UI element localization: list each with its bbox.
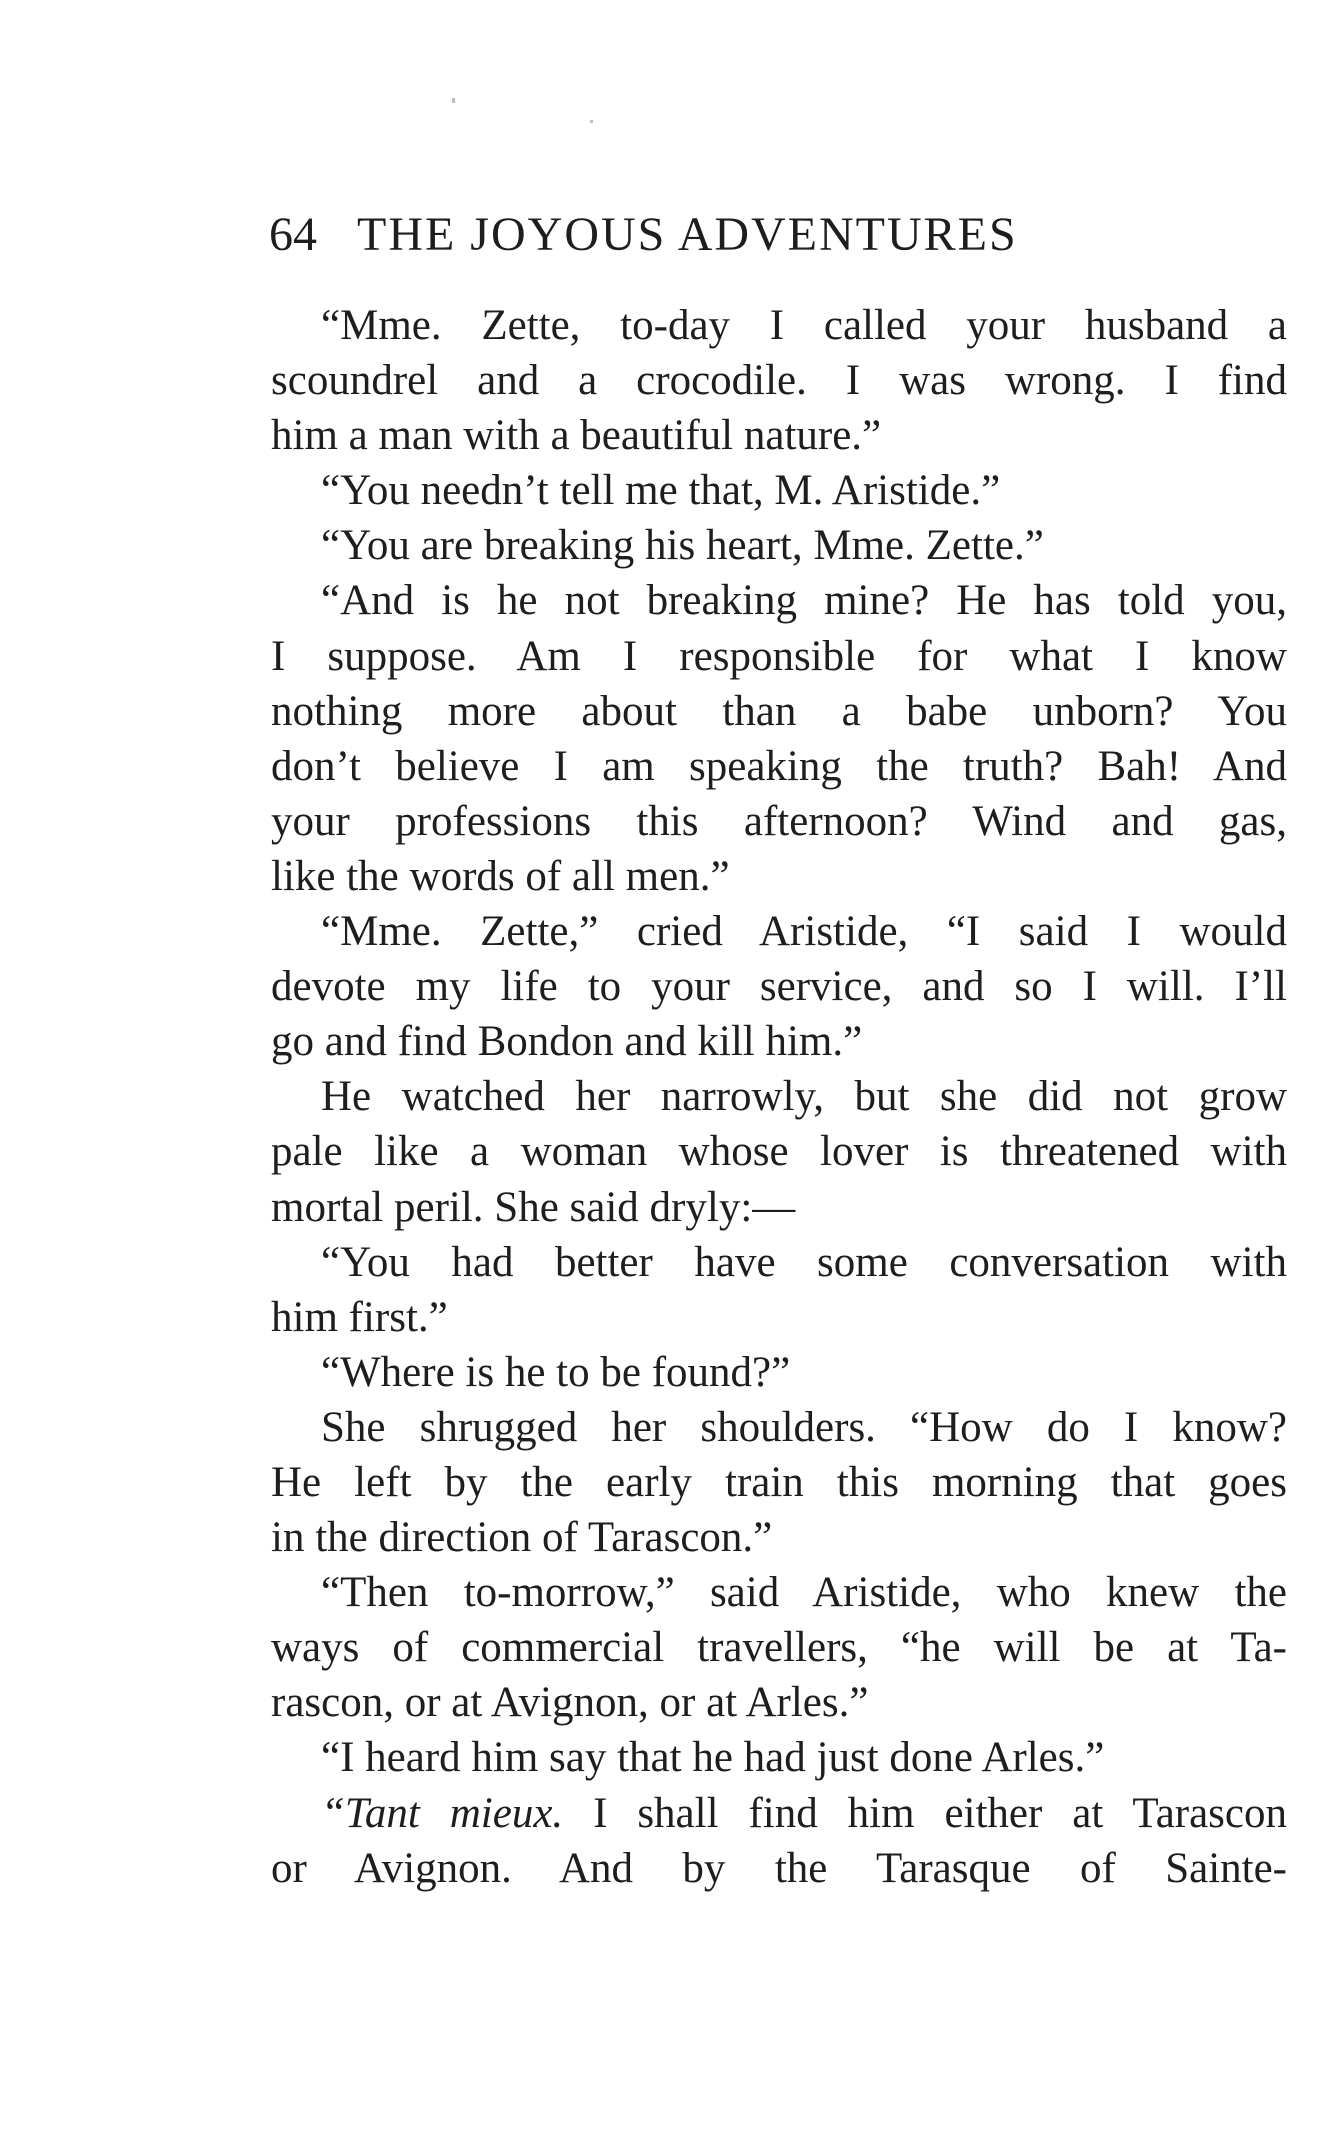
scan-speck — [590, 120, 593, 123]
running-title: THE JOYOUS ADVENTURES — [357, 208, 1018, 261]
scan-speck — [452, 98, 455, 103]
text-line: nothing more about than a babe unborn? You — [271, 687, 1287, 735]
line-text: I shall find him either at Tarascon — [563, 1789, 1288, 1837]
text-line: “Mme. Zette,” cried Aristide, “I said I would — [321, 908, 1287, 956]
text-line: “You needn’t tell me that, M. Aristide.” — [321, 467, 1001, 515]
text-line: “You had better have some conversation with — [321, 1238, 1287, 1286]
text-line: “Then to-morrow,” said Aristide, who knew the — [321, 1569, 1287, 1617]
text-line: ways of commercial travellers, “he will be at Ta- — [271, 1624, 1287, 1672]
text-line — [271, 1786, 1287, 1841]
text-line: in the direction of Tarascon.” — [271, 1514, 773, 1562]
text-line: scoundrel and a crocodile. I was wrong. I find — [271, 357, 1287, 405]
text-line: him a man with a beautiful nature.” — [271, 412, 882, 460]
text-line: “And is he not breaking mine? He has told you, — [321, 577, 1287, 625]
text-line: He left by the early train this morning that goes — [271, 1458, 1287, 1506]
text-line: your professions this afternoon? Wind and gas, — [271, 797, 1287, 845]
text-line: “I heard him say that he had just done Arles.” — [321, 1734, 1105, 1782]
running-header — [269, 207, 1169, 263]
text-line: “Where is he to be found?” — [321, 1348, 791, 1396]
text-line: him first.” — [271, 1293, 448, 1341]
text-line: “Mme. Zette, to-day I called your husband a — [321, 302, 1287, 349]
text-line: mortal peril. She said dryly:— — [271, 1183, 796, 1231]
text-line: “You are breaking his heart, Mme. Zette.” — [321, 522, 1044, 570]
text-line: She shrugged her shoulders. “How do I know? — [321, 1403, 1287, 1451]
text-line: don’t believe I am speaking the truth? Bah! And — [271, 742, 1287, 790]
body-text — [271, 298, 1287, 1896]
text-line: like the words of all men.” — [271, 852, 730, 900]
page-number: 64 — [269, 208, 317, 261]
italic-phrase: “Tant mieux. — [321, 1789, 564, 1837]
text-line: rascon, or at Avignon, or at Arles.” — [271, 1679, 869, 1727]
text-line: or Avignon. And by the Tarasque of Sainte- — [271, 1844, 1287, 1892]
text-line: devote my life to your service, and so I will. I’ll — [271, 963, 1287, 1011]
text-line: go and find Bondon and kill him.” — [271, 1018, 863, 1066]
text-line: I suppose. Am I responsible for what I know — [271, 632, 1287, 680]
text-line: He watched her narrowly, but she did not grow — [321, 1073, 1287, 1121]
text-line: pale like a woman whose lover is threatened with — [271, 1128, 1287, 1176]
